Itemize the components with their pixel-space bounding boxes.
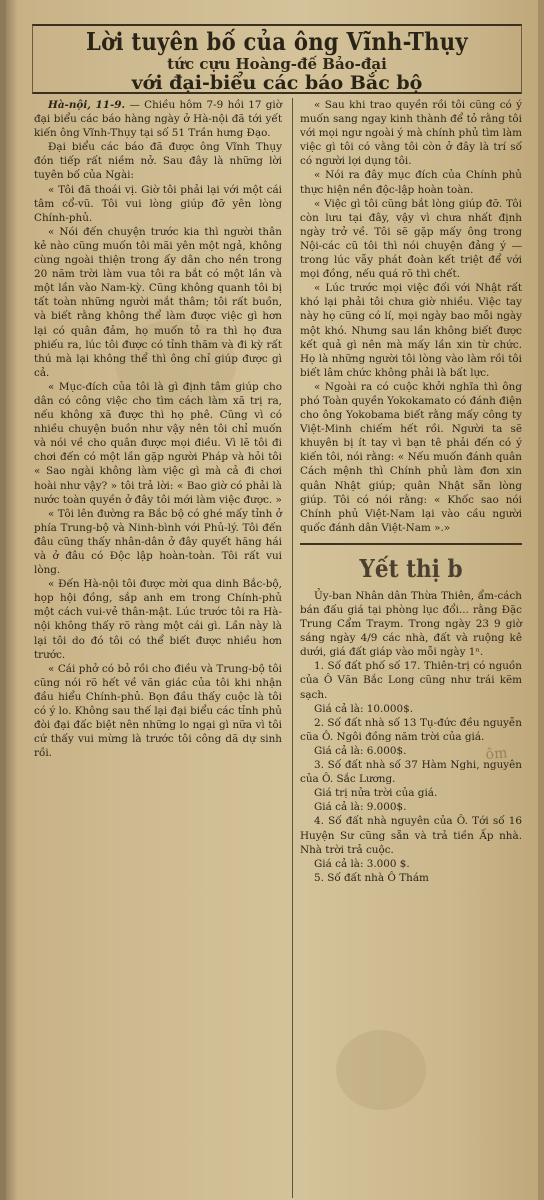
paragraph: « Ngoài ra có cuộc khởi nghĩa thì ông phó Toàn quyền Yokokamato có đánh điện cho ông Yokobama biết rằng mấy công ty Việt-Minh chiếm hết rồi. Người ta sẽ khuyên bị ít tay vì bạn tê phải đến có ý kiến tôi, nói rằng: « Nếu muốn đánh quân Cách mệnh thì Chính phủ làm đơn xin quân Nhật giúp; quân Nhật sẵn lòng giúp. Tôi có nói rằng: « Khốc sao nói Chính phủ Việt-Nam lại vào cầu người quốc đánh dân Việt-Nam ».» — [300, 380, 522, 534]
column-divider — [292, 98, 293, 1198]
paragraph: « Việc gì tôi cũng bắt lòng giúp đỡ. Tôi còn lưu tại đây, vậy vì chưa nhất định ngày trở về. Tôi sẽ gặp mấy ông trong Nội-các cũ tôi thì nói chuyện đảng ý — trong lúc vẫy phát đoàn kết triệt để với mọi đồng, nếu quá rõ thì chết. — [300, 197, 522, 281]
right-column — [300, 98, 522, 1200]
notice-price: Giá cả là: 10.000$. — [314, 702, 414, 715]
paragraph: « Đến Hà-nội tôi được mời qua dinh Bắc-bộ, họp hội đồng, sắp anh em trong Chính-phủ một cách vui-vẻ thân-mật. Lúc trước tôi ra Hà-nội không thấy rõ ràng một cái gì. Lần này là lại tôi do đó tôi có thể biết được nhiều hơn trước. — [34, 578, 282, 661]
notice-price: Giá cả là: 3.000 $. — [314, 857, 410, 870]
article-headline — [32, 24, 522, 94]
headline-line-2: tức cựu Hoàng-đế Bảo-đại — [167, 55, 387, 73]
paragraph: « Cái phở có bỏ rồi cho điều và Trung-bộ tôi cũng nói rõ hết về văn giác của tôi khi nhận đầu hiểu Chính-phủ. Bọn đầu thấy cuộc là tôi có ý lo. Không sau thế lại đại biểu các tỉnh phủ đòi đại đấc biệt nên những lo ngại gì nữa vì tôi cứ thấy vui mừng là trước tôi công dã dự sinh rồi. — [34, 662, 282, 760]
paragraph: « Tôi lên đường ra Bắc bộ có ghé mấy tỉnh ở phía Trung-bộ và Ninh-bình với Phủ-lý. Tôi đến đâu cũng thấy nhân-dân ở đây quyết hăng hái và ở đâu có Độc lập hoàn-toàn. Tôi rất vui lòng. — [34, 507, 282, 577]
paragraph: « Mục-đích của tôi là gì định tâm giúp cho dân có công việc cho tìm cách làm xã trị ra, nếu không xã được thì họ phê. Cũng vì có nhiều chuyện buồn như vậy nên tôi chỉ muốn và nói về cho quân được mọi điều. Vì lẽ tôi đi chơi đến có một lần gặp người Pháp và hỏi tôi « Sao ngài không làm việc gì mà cả đi chơi hoài như vậy? » tôi trả lời: « Bao giờ có phải là nước toàn quyền ở đây tôi mới làm việc được. » — [34, 380, 282, 506]
notice-paragraph: Ủy-ban Nhân dân Thừa Thiên, ẩm-cách bán đấu giá tại phòng lục đổi... rằng Đặc Trung Cẩm Traym. Trong ngày 23 9 giờ sáng ngày 4/9 các nhà, đất và ruộng kê dưới, giá đất giáp vào mỗi ngày 1ⁿ. — [300, 589, 522, 659]
section-separator — [300, 543, 522, 545]
paragraph: Đại biểu các báo đã được ông Vĩnh Thụy đón tiếp rất niềm nở. Sau đây là những lời tuyên bố của Ngài: — [34, 141, 282, 182]
notice-paragraph: 2. Số đất nhà số 13 Tụ-đức đều nguyễn cũa Ô. Ngôi đồng năm trời của giá. — [300, 716, 522, 743]
paragraph-text: — Chiều hôm 7-9 hồi 17 giờ đại biểu các báo hàng ngày ở Hà-nội đã tới yết kiến ông Vĩnh-Thụy tại số 51 Trần hưng Đạo. — [34, 99, 282, 140]
notice-paragraph: 1. Số đất phố số 17. Thiên-trị có nguồn của Ô Văn Bắc Long cũng như trái kẽm sạch. — [300, 660, 522, 701]
faded-stamp-text: ôm — [485, 745, 509, 764]
headline-line-3: với đại-biểu các báo Bắc bộ — [131, 72, 423, 94]
paragraph: « Sau khi trao quyền rồi tôi cũng có ý muốn sang ngay kinh thành để tỏ rằng tôi với mọi ngư ngoài ý mà chính phủ tìm làm việc gì tôi có vằng tôi còn ở đây là trí số có người lợi dụng tôi. — [300, 99, 522, 168]
paragraph: « Lúc trước mọi việc đối với Nhật rất khó lại phải tôi chưa giờ nhiều. Việc tay này họ cũng có lí, mọi ngày bao mỗi ngày một khó. Nhưng sau lần không biết được kết quả gì nên mà mấy lần xin từ chức. Họ là những người tôi lòng vào làm rồi tôi biết lâm chức không phải là bất lực. — [300, 282, 522, 379]
notice-paragraph: 3. Số đất nhà số 37 Hàm Nghi, nguyên của Ô. Sắc Lương. — [300, 759, 522, 786]
notice-paragraph: Giá trị nửa trời của giá. — [314, 787, 438, 800]
paragraph: « Nói đến chuyện trước kia thì người thân kẻ nào cũng muốn tôi mãi yên một ngả, không cùng ngoài thiện trong ấy dân cho nền trong 20 năm trời làm vua tôi ra bắt có một lần và một lần vào Nam-kỳ. Cũng không quanh tôi bị tất toàn những người mắt thâm; tôi rất buồn, và biết rằng không thể làm được việc gì hơn lại có quân đảm, họ muốn tỏ ra thì họ đưa phiếu ra, lúc tôi được có tỉnh thăm và đi kỳ rất thú mà lại không thể thì ông chỉ giúp được gì cả. — [34, 225, 282, 379]
page-fold-shadow — [6, 0, 18, 1200]
notice-price: Giá cả là: 9.000$. — [314, 801, 407, 814]
paragraph: « Nói ra đây mục đích của Chính phủ thực hiện nền độc-lập hoàn toàn. — [300, 169, 522, 196]
headline-line-1: Lời tuyên bố của ông Vĩnh-Thụy — [86, 27, 468, 56]
dateline: Hà-nội, 11-9. — [48, 99, 126, 111]
paragraph — [34, 98, 282, 140]
notice-heading: Yết thị b — [359, 553, 463, 583]
left-column — [34, 98, 286, 1200]
notice-paragraph: 5. Số đất nhà Ô Thám — [314, 871, 429, 884]
paragraph: « Tôi đã thoái vị. Giờ tôi phải lại với một cái tâm cổ-vũ. Tôi vui lòng giúp đỡ yên lòng Chính-phủ. — [34, 183, 282, 224]
notice-paragraph: 4. Số đất nhà nguyên của Ô. Tới số 16 Huyện Sư cũng sẵn và trả tiền Ấp nhà. Nhà trời trả cuộc. — [300, 815, 522, 856]
notice-price: Giá cả là: 6.000$. — [314, 744, 407, 757]
